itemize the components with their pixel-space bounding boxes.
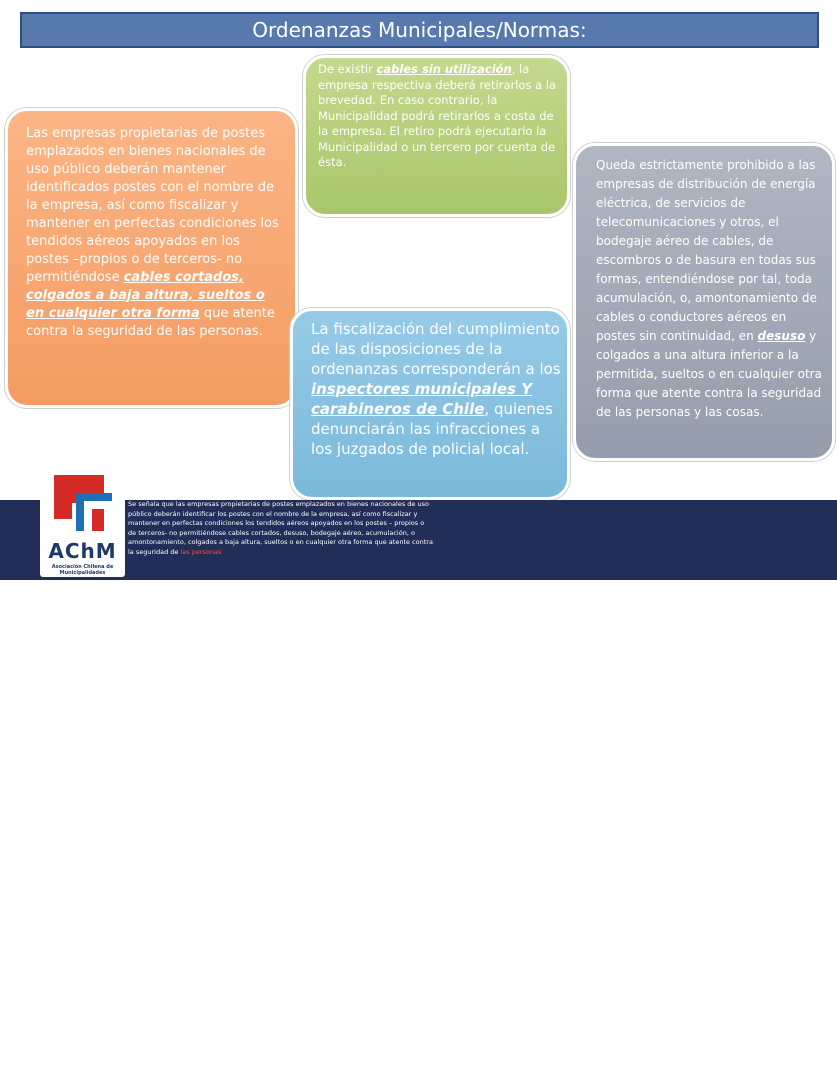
page-title: Ordenanzas Municipales/Normas: — [20, 12, 819, 48]
overlay-text: Se señala que las empresas propietarias de postes emplazados en bienes nacionales de uso público deberán identificar los postes con el nombre de la empresa, así como fiscalizar y mantener en perfectas condiciones los tendidos aéreos apoyados en los postes – propios o de terceros- no permitiéndose cables cortados, desuso, bodegaje aéreo, acumulación, o amontonamiento, colgados a baja altura, sueltos o en cualquier otra forma que atente contra la seguridad de — [128, 500, 433, 556]
orange-text-1: Las empresas propietarias de postes emplazados en bienes nacionales de uso público deberán mantener identificados postes con el nombre de la empresa, así como fiscalizar y mantener en perfectas condiciones los tendidos aéreos apoyados en los postes –propios o de terceros- no permitiéndose — [26, 126, 279, 285]
blue-text — [311, 319, 561, 459]
blue-text-2: , quienes denunciarán las infracciones a los juzgados de policial local. — [311, 400, 553, 458]
logo-text: AChM — [48, 539, 117, 563]
blue-ordinance-box — [290, 308, 570, 500]
blue-text-1: La fiscalización del cumplimiento de las disposiciones de la ordenanzas corresponderán a los — [311, 320, 561, 378]
orange-text-2: que atente contra la seguridad de las personas. — [26, 306, 275, 339]
logo-subtitle: Asociación Chilena de Municipalidades — [51, 564, 114, 576]
blue-highlight: inspectores municipales Y carabineros de Chile — [311, 380, 533, 418]
orange-ordinance-box — [5, 108, 298, 408]
gray-text-2: y colgados a una altura inferior a la permitida, sueltos o en cualquier otra forma que atente contra la seguridad de las personas y las cosas. — [596, 329, 822, 419]
website-link[interactable]: www.achm.cl — [610, 1014, 773, 1035]
orange-text — [26, 125, 285, 341]
overlay-red-text: las personas — [180, 547, 222, 556]
achm-logo — [40, 469, 125, 577]
green-text-2: , la empresa respectiva deberá retirarlos a la brevedad. En caso contrario, la Municipalidad podrá retirarlos a costa de la empresa. El retiro podrá ejecutarlo la Municipalidad o un tercero por cuenta de ésta. — [318, 62, 557, 169]
gray-ordinance-box — [573, 143, 835, 461]
gray-highlight: desuso — [757, 329, 806, 343]
contact-address: Av. Libertador Bernardo O´Higgins Nº 949 - piso 10, Santiago, Chile. Fono: (56) 2 5998 300 — [445, 1039, 741, 1047]
green-highlight: cables sin utilización — [376, 62, 512, 76]
overlay-summary-text — [128, 500, 433, 558]
orange-highlight: cables cortados, colgados a baja altura, sueltos o en cualquier otra forma — [26, 270, 265, 321]
green-ordinance-box — [303, 55, 570, 217]
stripes-decoration — [819, 1013, 837, 1078]
gray-text — [596, 156, 826, 422]
green-text — [318, 62, 559, 171]
contact-links: www.achm.cl - www.facebook.com/AChMChile - twitter: @AChMunicip - Email: capacitacion@achm.cl — [445, 1050, 773, 1058]
green-text-1: De existir — [318, 62, 377, 76]
contact-info — [445, 1038, 825, 1060]
gray-text-1: Queda estrictamente prohibido a las empresas de distribución de energía eléctrica, de servicios de telecomunicaciones y otros, el bodegaje aéreo de cables, de escombros o de basura en todas sus formas, entendiéndose por tal, toda acumulación, o, amontonamiento de cables o conductores aéreos en postes sin continuidad, en — [596, 158, 817, 343]
